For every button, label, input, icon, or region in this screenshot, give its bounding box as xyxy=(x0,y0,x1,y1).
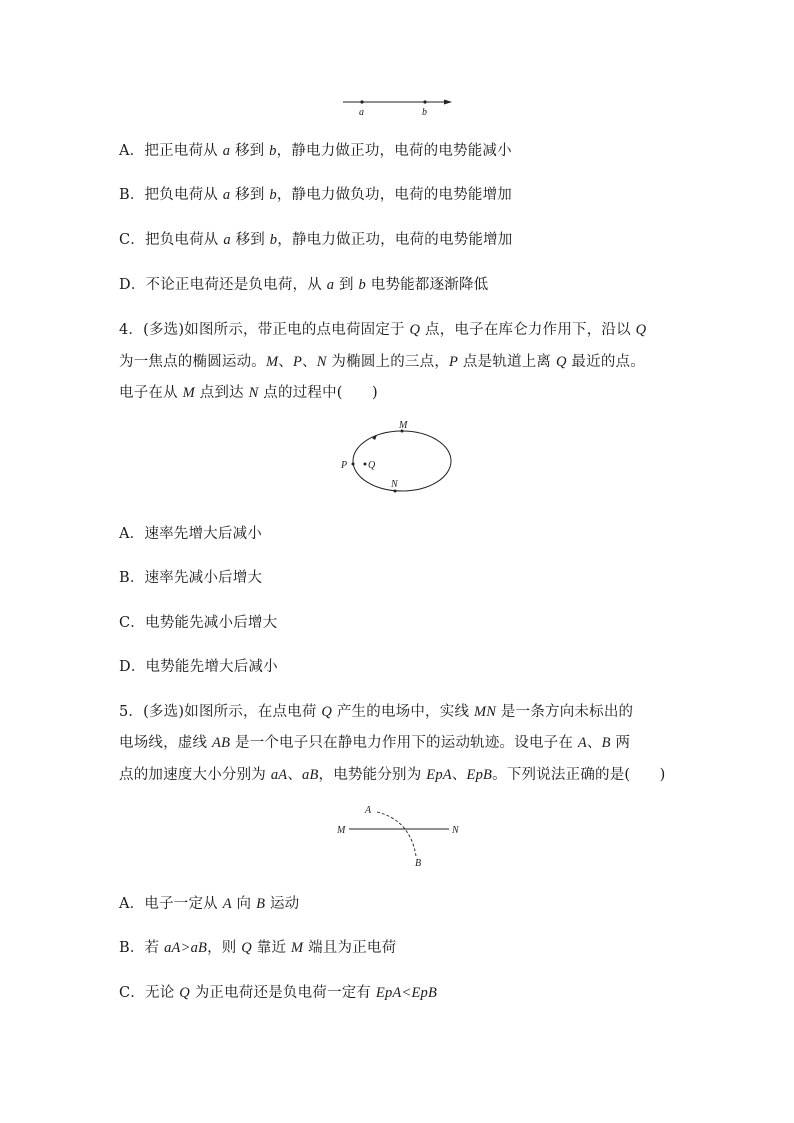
label-n: N xyxy=(452,825,459,836)
q4-option-b: B．速率先减小后增大 xyxy=(119,570,263,586)
label-a: a xyxy=(359,107,364,118)
label-b: B xyxy=(415,858,422,869)
figure-line-ab xyxy=(340,92,460,120)
point-a xyxy=(360,100,363,103)
q4-option-c: C．电势能先减小后增大 xyxy=(119,615,278,631)
q5-option-b: B．若 aA>aB，则 Q 靠近 M 端且为正电荷 xyxy=(119,940,397,956)
q5-option-c: C．无论 Q 为正电荷还是负电荷一定有 EpA<EpB xyxy=(119,985,438,1001)
q4-option-d: D．电势能先增大后减小 xyxy=(119,659,278,675)
label-n: N xyxy=(391,479,398,490)
label-m: M xyxy=(337,825,346,836)
q3-option-d: D．不论正电荷还是负电荷，从 a 到 b 电势能都逐渐降低 xyxy=(119,277,489,293)
q5-stem-line2: 电场线，虚线 AB 是一个电子只在静电力作用下的运动轨迹。设电子在 A、B 两 xyxy=(119,735,631,751)
q4-stem-line1: 4．(多选)如图所示，带正电的点电荷固定于 Q 点，电子在库仑力作用下，沿以 Q xyxy=(119,322,647,338)
label-q: Q xyxy=(368,460,376,471)
q4-stem-line2: 为一焦点的椭圆运动。M、P、N 为椭圆上的三点，P 点是轨道上离 Q 最近的点。 xyxy=(119,354,645,370)
q4-option-a: A．速率先增大后减小 xyxy=(119,526,262,542)
trajectory-ab xyxy=(377,812,416,856)
q3-option-c: C．把负电荷从 a 移到 b，静电力做正功，电荷的电势能增加 xyxy=(119,232,513,248)
q5-stem-line1: 5．(多选)如图所示，在点电荷 Q 产生的电场中，实线 MN 是一条方向未标出的 xyxy=(119,704,634,720)
point-p xyxy=(352,463,355,466)
point-b xyxy=(423,100,426,103)
figure-field-line-mn xyxy=(332,802,467,870)
label-p: P xyxy=(341,460,348,471)
label-b: b xyxy=(422,107,427,118)
label-a: A xyxy=(365,805,372,816)
label-m: M xyxy=(399,420,408,431)
q3-option-a: A．把正电荷从 a 移到 b，静电力做正功，电荷的电势能减小 xyxy=(119,143,512,159)
q5-option-a: A．电子一定从 A 向 B 运动 xyxy=(119,896,300,912)
q3-option-b: B．把负电荷从 a 移到 b，静电力做负功，电荷的电势能增加 xyxy=(119,187,513,203)
q5-stem-line3: 点的加速度大小分别为 aA、aB，电势能分别为 EpA、EpB。下列说法正确的是( ) xyxy=(119,767,666,783)
figure-ellipse-orbit xyxy=(335,418,460,500)
q4-stem-line3: 电子在从 M 点到达 N 点的过程中( ) xyxy=(119,385,378,401)
point-q xyxy=(364,463,367,466)
